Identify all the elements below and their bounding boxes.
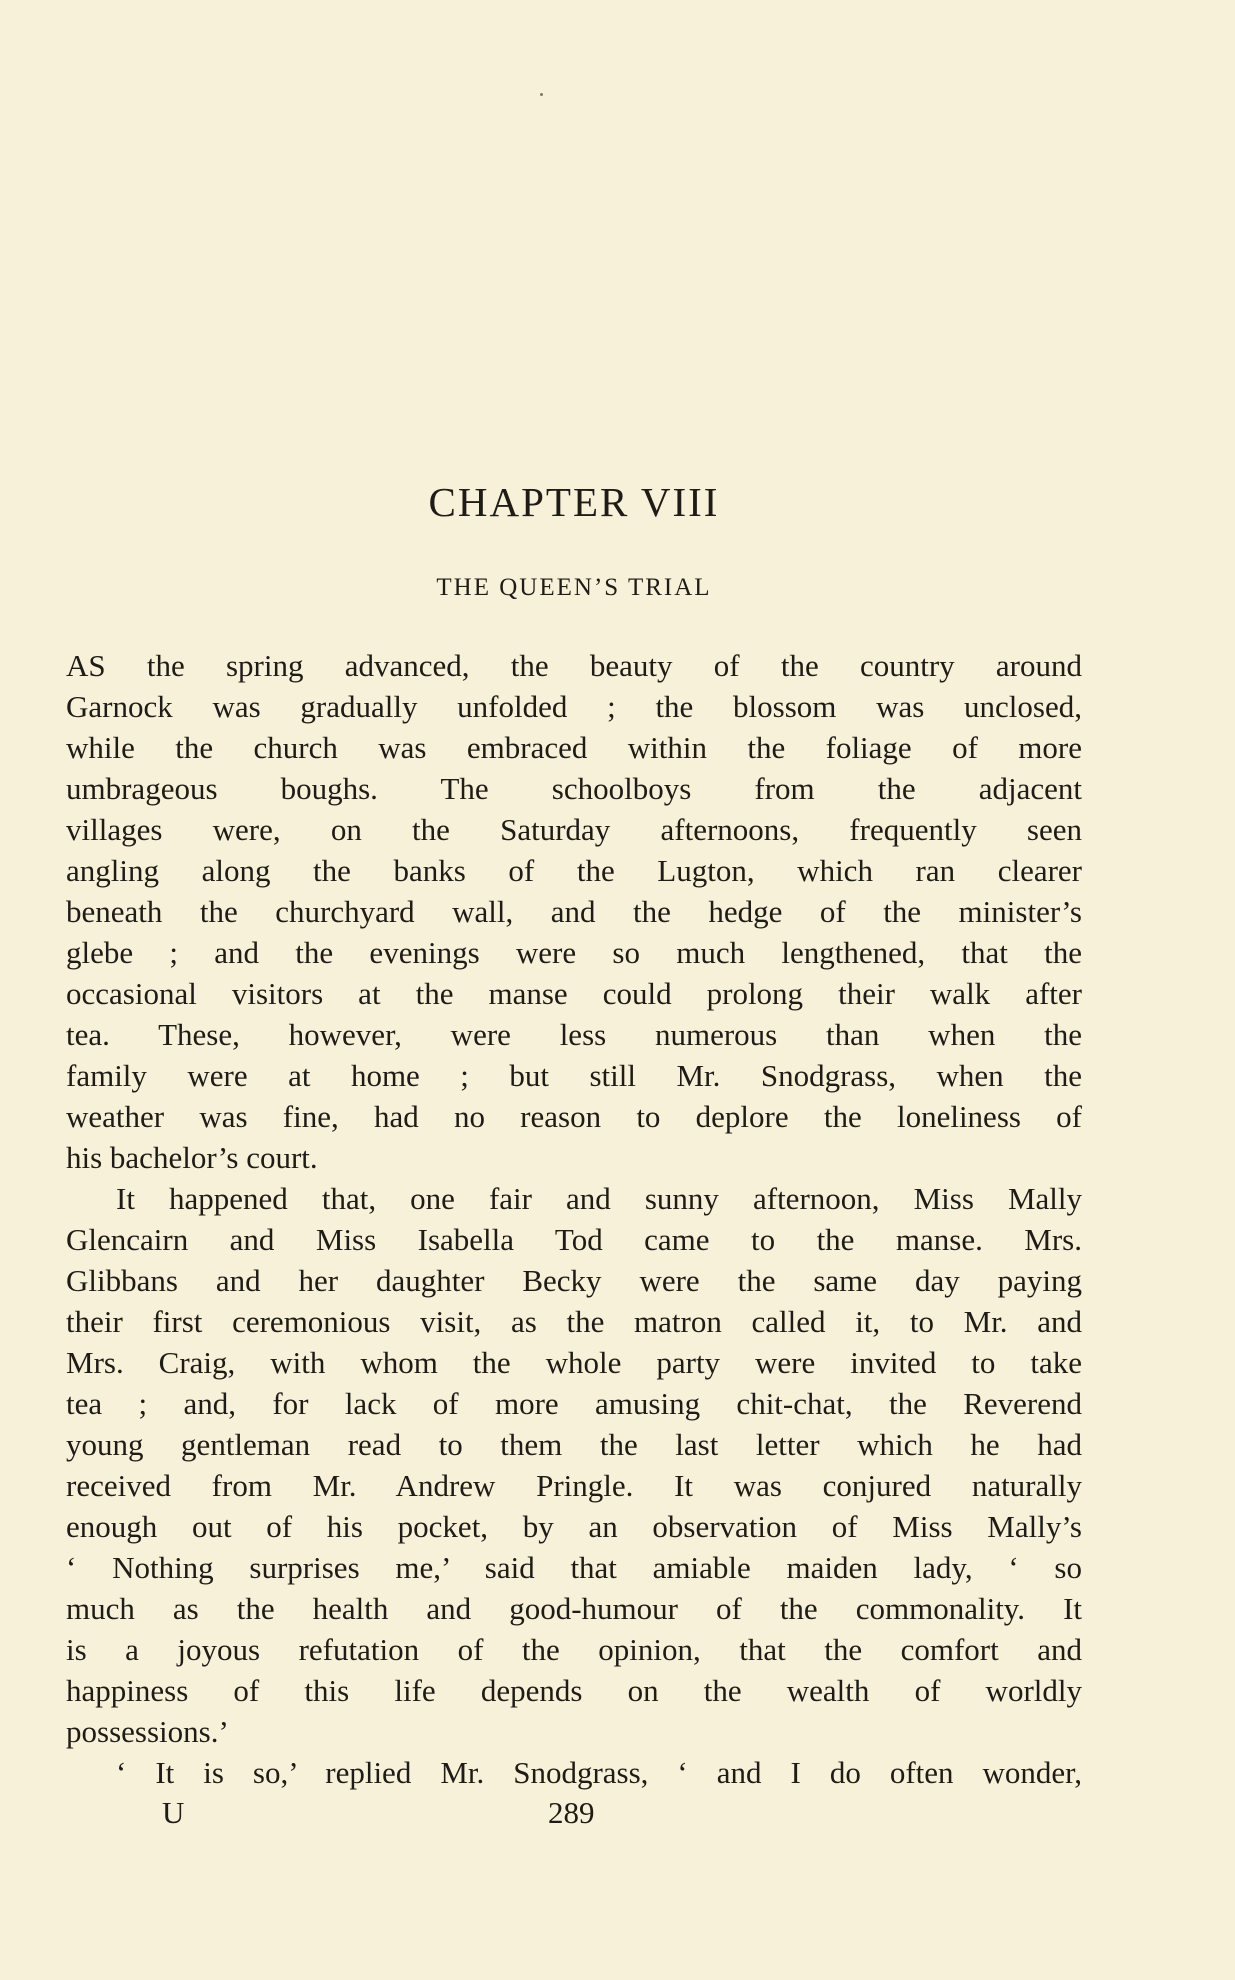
text-line: their first ceremonious visit, as the matron called it, to Mr. and [66,1304,1082,1339]
text-line: glebe ; and the evenings were so much lengthened, that the [66,935,1082,970]
text-line: villages were, on the Saturday afternoons, frequently seen [66,812,1082,847]
chapter-title: CHAPTER VIII [428,479,720,525]
text-line: enough out of his pocket, by an observation of Miss Mally’s [66,1509,1082,1544]
text-line: possessions.’ [66,1714,229,1749]
body-text [66,645,1082,1793]
text-line: while the church was embraced within the foliage of more [66,730,1082,765]
text-line: umbrageous boughs. The schoolboys from the adjacent [66,771,1082,806]
text-line: Garnock was gradually unfolded ; the blossom was unclosed, [66,689,1082,724]
text-line: family were at home ; but still Mr. Snodgrass, when the [66,1058,1082,1093]
text-line: occasional visitors at the manse could prolong their walk after [66,976,1082,1011]
signature-mark: U [162,1795,185,1830]
text-line: tea. These, however, were less numerous than when the [66,1017,1082,1052]
chapter-subtitle: THE QUEEN’S TRIAL [436,574,712,601]
text-line: young gentleman read to them the last letter which he had [66,1427,1082,1462]
text-line: is a joyous refutation of the opinion, that the comfort and [66,1632,1082,1667]
page-number: 289 [548,1795,595,1830]
text-line: weather was fine, had no reason to deplore the loneliness of [66,1099,1082,1134]
text-line: It happened that, one fair and sunny afternoon, Miss Mally [116,1181,1082,1216]
text-line: ‘ Nothing surprises me,’ said that amiable maiden lady, ‘ so [66,1550,1082,1585]
text-line: much as the health and good-humour of the commonality. It [66,1591,1082,1626]
text-line: AS the spring advanced, the beauty of the country around [66,648,1082,683]
text-line: Glibbans and her daughter Becky were the same day paying [66,1263,1082,1298]
paper-speck [540,93,543,96]
text-line: angling along the banks of the Lugton, which ran clearer [66,853,1082,888]
text-line: Glencairn and Miss Isabella Tod came to the manse. Mrs. [66,1222,1082,1257]
text-line: his bachelor’s court. [66,1140,318,1175]
text-line: tea ; and, for lack of more amusing chit-chat, the Reverend [66,1386,1082,1421]
page-footer [0,1795,1235,1845]
text-line: happiness of this life depends on the wealth of worldly [66,1673,1082,1708]
text-line: beneath the churchyard wall, and the hedge of the minister’s [66,894,1082,929]
text-line: Mrs. Craig, with whom the whole party were invited to take [66,1345,1082,1380]
text-line: received from Mr. Andrew Pringle. It was conjured naturally [66,1468,1082,1503]
text-line: ‘ It is so,’ replied Mr. Snodgrass, ‘ and I do often wonder, [116,1755,1082,1790]
